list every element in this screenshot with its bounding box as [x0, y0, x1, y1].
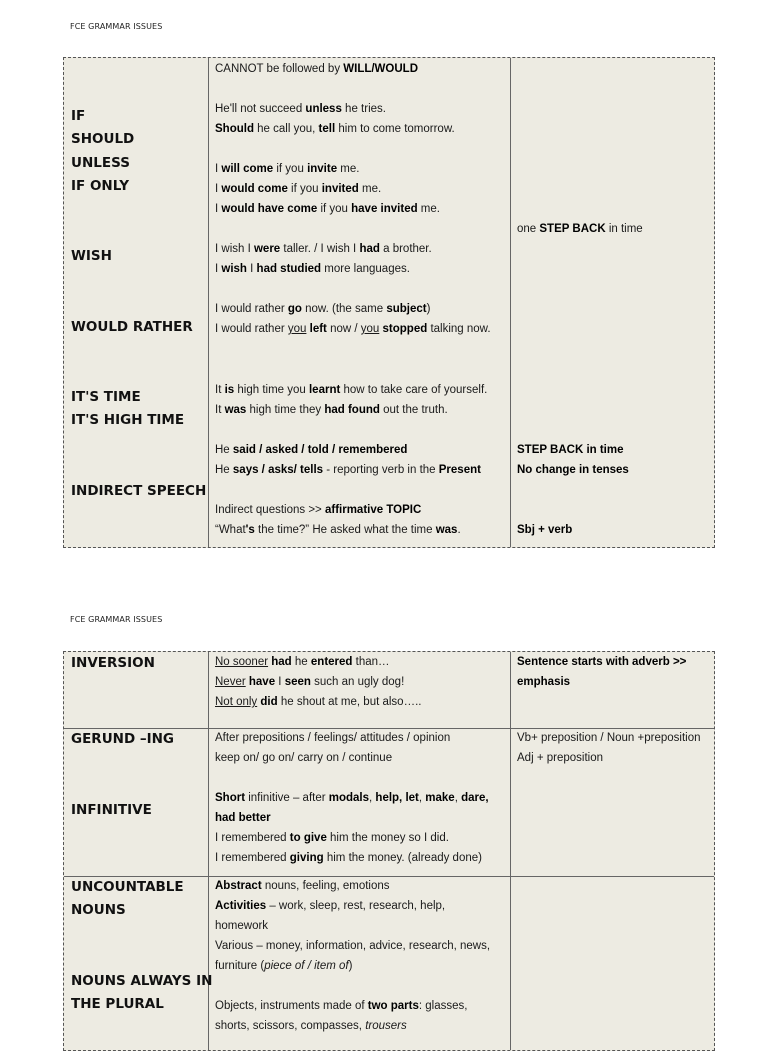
example-line: I would rather you left now / you stopped talking now. [215, 323, 491, 335]
example-line: He says / asks/ tells - reporting verb in the Present [215, 464, 481, 476]
example-line: I wish I were taller. / I wish I had a brother. [215, 243, 432, 255]
example-line: I remembered to give him the money so I did. [215, 832, 449, 844]
grammar-table [63, 651, 715, 1051]
heading-infinitive: INFINITIVE [71, 802, 152, 818]
page-header: FCE GRAMMAR ISSUES [70, 615, 163, 624]
example-line: No sooner had he entered than… [215, 656, 390, 668]
example-line: It is high time you learnt how to take care of yourself. [215, 384, 488, 396]
note-line: No change in tenses [517, 464, 629, 476]
rule-line: Objects, instruments made of two parts: glasses, [215, 1000, 468, 1012]
example-line: I remembered giving him the money. (already done) [215, 852, 482, 864]
rule-line: shorts, scissors, compasses, trousers [215, 1020, 407, 1032]
heading-inversion: INVERSION [71, 655, 155, 671]
rule-line: furniture (piece of / item of) [215, 960, 353, 972]
heading-its-time: IT'S TIME [71, 389, 141, 405]
heading-uncountable: UNCOUNTABLE [71, 879, 184, 895]
rule-line: After prepositions / feelings/ attitudes / opinion [215, 732, 451, 744]
heading-if: IF [71, 108, 86, 124]
column-divider [208, 58, 209, 547]
heading-indirect-speech: INDIRECT SPEECH [71, 483, 207, 499]
rule-line: Abstract nouns, feeling, emotions [215, 880, 390, 892]
column-divider [510, 652, 511, 1050]
heading-its-high-time: IT'S HIGH TIME [71, 412, 185, 428]
example-line: I would have come if you have invited me. [215, 203, 440, 215]
example-line: I would come if you invited me. [215, 183, 382, 195]
heading-would-rather: WOULD RATHER [71, 319, 193, 335]
heading-nouns-always: NOUNS ALWAYS IN [71, 973, 213, 989]
rule-line: Short infinitive – after modals, help, let, make, dare, [215, 792, 489, 804]
example-line: Indirect questions >> affirmative TOPIC [215, 504, 422, 516]
heading-the-plural: THE PLURAL [71, 996, 164, 1012]
example-line: He'll not succeed unless he tries. [215, 103, 386, 115]
rule-line: Activities – work, sleep, rest, research, help, [215, 900, 446, 912]
rule-line: had better [215, 812, 271, 824]
note-line: one STEP BACK in time [517, 223, 643, 235]
example-line: Should he call you, tell him to come tomorrow. [215, 123, 455, 135]
example-line: He said / asked / told / remembered [215, 444, 408, 456]
rule-line: CANNOT be followed by WILL/WOULD [215, 63, 418, 75]
note-line: Adj + preposition [517, 752, 603, 764]
rule-line: homework [215, 920, 269, 932]
example-line: I would rather go now. (the same subject) [215, 303, 431, 315]
heading-gerund: GERUND –ING [71, 731, 175, 747]
column-divider [510, 58, 511, 547]
page-header: FCE GRAMMAR ISSUES [70, 22, 163, 31]
example-line: Not only did he shout at me, but also….. [215, 696, 422, 708]
example-line: I wish I had studied more languages. [215, 263, 410, 275]
grammar-table [63, 57, 715, 548]
heading-should: SHOULD [71, 131, 135, 147]
note-line: Sbj + verb [517, 524, 573, 536]
example-line: It was high time they had found out the truth. [215, 404, 448, 416]
rule-line: keep on/ go on/ carry on / continue [215, 752, 393, 764]
heading-unless: UNLESS [71, 155, 130, 171]
example-line: “What's the time?” He asked what the time was. [215, 524, 461, 536]
heading-if-only: IF ONLY [71, 178, 129, 194]
note-line: emphasis [517, 676, 571, 688]
heading-wish: WISH [71, 248, 112, 264]
example-line: Never have I seen such an ugly dog! [215, 676, 405, 688]
heading-nouns: NOUNS [71, 902, 126, 918]
rule-line: Various – money, information, advice, research, news, [215, 940, 491, 952]
note-line: STEP BACK in time [517, 444, 624, 456]
note-line: Sentence starts with adverb >> [517, 656, 687, 668]
note-line: Vb+ preposition / Noun +preposition [517, 732, 701, 744]
example-line: I will come if you invite me. [215, 163, 360, 175]
